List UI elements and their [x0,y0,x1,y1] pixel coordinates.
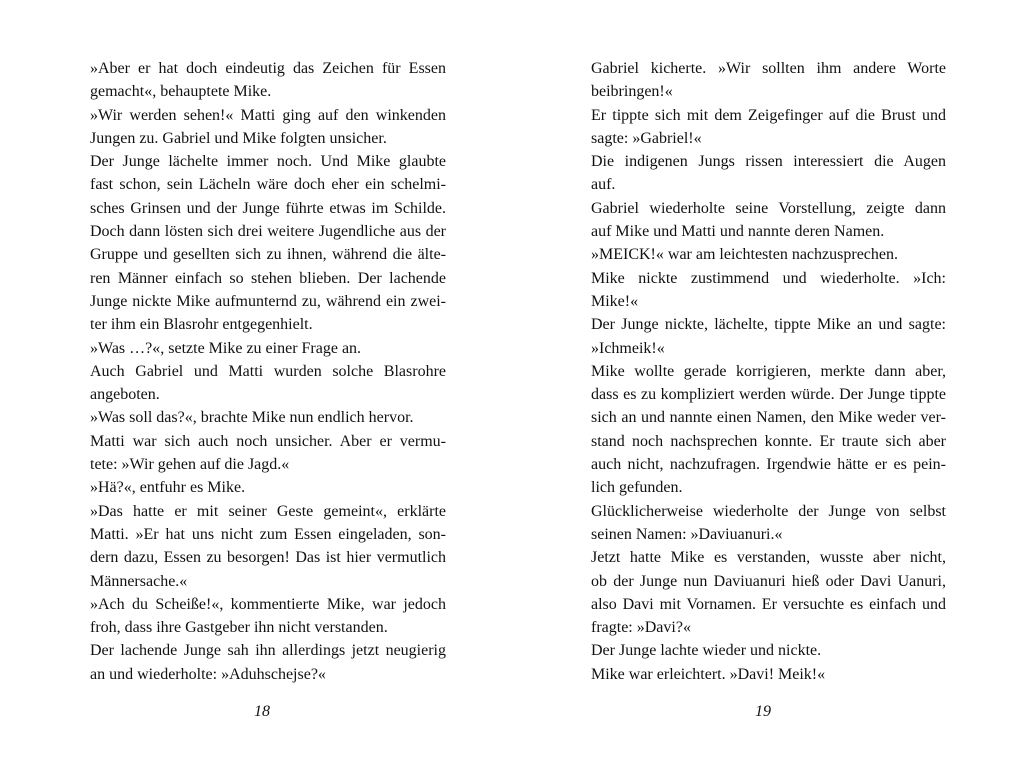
text-line: Mike!« [591,292,639,310]
text-line: Gruppe und gesellten sich zu ihnen, während die älte- [90,246,446,264]
text-line: »Ach du Scheiße!«, kommentierte Mike, war jedoch [90,595,446,613]
left-page [90,57,446,686]
text-line: ob der Junge nun Daviuanuri hieß oder Davi Uanuri, [591,572,946,590]
text-line: »MEICK!« war am leichtesten nachzusprechen. [591,246,898,264]
text-line: Junge nickte Mike aufmunternd zu, während ein zwei- [90,292,446,310]
text-line: fragte: »Davi?« [591,619,691,637]
text-line: Glücklicherweise wiederholte der Junge von selbst [591,502,946,520]
text-line: »Ichmeik!« [591,339,665,357]
text-line: Er tippte sich mit dem Zeigefinger auf die Brust und [591,106,946,124]
text-line: angeboten. [90,386,160,404]
page-number-right: 19 [755,703,771,720]
text-line: sches Grinsen und der Junge führte etwas im Schilde. [90,199,446,217]
text-line: sagte: »Gabriel!« [591,129,702,147]
text-line: gemacht«, behauptete Mike. [90,83,272,101]
text-line: »Wir werden sehen!« Matti ging auf den winkenden [90,106,446,124]
text-line: also Davi mit Vornamen. Er versuchte es einfach und [591,595,946,613]
text-line: seinen Namen: »Daviuanuri.« [591,525,783,543]
text-line: auf Mike und Matti und nannte deren Namen. [591,223,885,241]
text-line: tete: »Wir gehen auf die Jagd.« [90,456,290,474]
text-line: fast schon, sein Lächeln wäre doch eher ein schelmi- [90,176,446,194]
text-line: Jetzt hatte Mike es verstanden, wusste aber nicht, [591,549,946,567]
text-line: Jungen zu. Gabriel und Mike folgten unsicher. [90,129,387,147]
text-line: auf. [591,176,616,194]
text-line: Mike war erleichtert. »Davi! Meik!« [591,665,826,683]
text-line: Gabriel wiederholte seine Vorstellung, zeigte dann [591,199,946,217]
text-line: dern dazu, Essen zu besorgen! Das ist hier vermutlich [90,549,446,567]
text-line: Mike wollte gerade korrigieren, merkte dann aber, [591,362,946,380]
text-line: auch nicht, nachzufragen. Irgendwie hätte er es pein- [591,456,946,474]
text-line: Die indigenen Jungs rissen interessiert die Augen [591,153,946,171]
text-line: sich an und nannte einen Namen, den Mike weder ver- [591,409,946,427]
text-line: Matti. »Er hat uns nicht zum Essen eingeladen, son- [90,525,446,543]
text-line: »Was …?«, setzte Mike zu einer Frage an. [90,339,362,357]
text-line: Doch dann lösten sich drei weitere Jugendliche aus der [90,223,446,241]
text-line: Mike nickte zustimmend und wiederholte. »Ich: [591,269,946,287]
page-number-left: 18 [254,703,270,720]
text-line: froh, dass ihre Gastgeber ihn nicht verstanden. [90,619,388,637]
text-line: ren Männer einfach so stehen blieben. Der lachende [90,269,446,287]
text-line: Gabriel kicherte. »Wir sollten ihm andere Worte [591,60,946,77]
text-line: beibringen!« [591,83,673,101]
text-line: »Hä?«, entfuhr es Mike. [90,479,246,497]
text-line: lich gefunden. [591,479,683,497]
right-page [591,57,946,686]
text-line: Der Junge lachte wieder und nickte. [591,642,822,660]
text-line: dass es zu kompliziert werden würde. Der Junge tippte [591,386,946,404]
text-line: Auch Gabriel und Matti wurden solche Blasrohre [90,362,446,380]
text-line: »Was soll das?«, brachte Mike nun endlich hervor. [90,409,414,427]
text-line: ter ihm ein Blasrohr entgegenhielt. [90,316,313,334]
text-line: »Das hatte er mit seiner Geste gemeint«, erklärte [90,502,446,520]
text-line: Der Junge lächelte immer noch. Und Mike glaubte [90,153,446,171]
text-line: Männersache.« [90,572,188,590]
text-line: Der Junge nickte, lächelte, tippte Mike an und sagte: [591,316,946,334]
text-line: stand noch nachsprechen konnte. Er traute sich aber [591,432,946,450]
text-line: an und wiederholte: »Aduhschejse?« [90,665,326,683]
text-line: »Aber er hat doch eindeutig das Zeichen für Essen [90,60,446,77]
text-line: Der lachende Junge sah ihn allerdings jetzt neugierig [90,642,446,660]
text-line: Matti war sich auch noch unsicher. Aber er vermu- [90,432,446,450]
